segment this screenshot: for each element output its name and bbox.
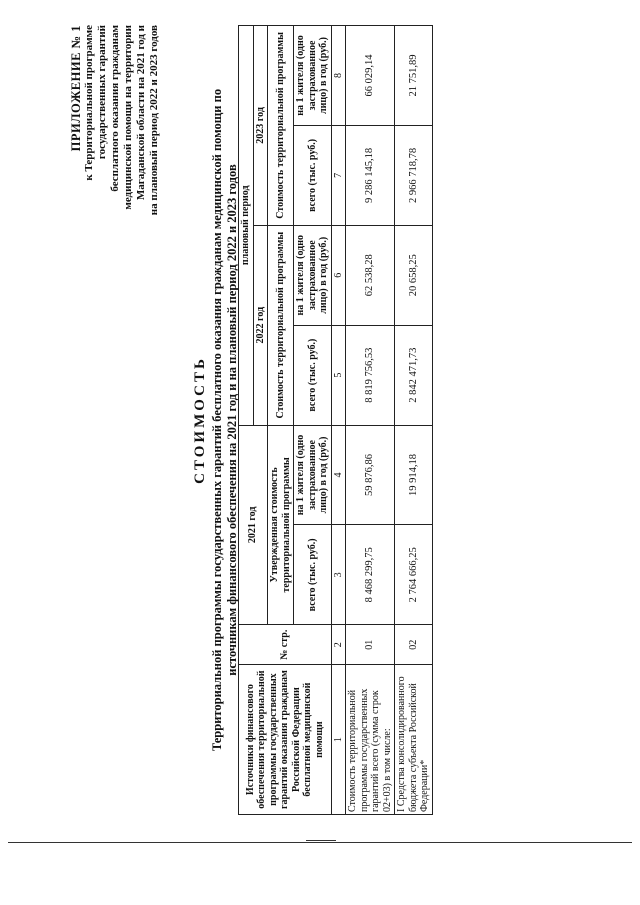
header-total-2022: всего (тыс. руб.) [294,325,332,425]
page-rule [8,842,632,843]
row-label: I Средства консолидированного бюджета субъекта Российской Федерации* [395,665,433,815]
header-per-resident-2023: на 1 жителя (одно застрахованное лицо) в год (руб.) [294,26,332,126]
header-year-2023: 2023 год [253,26,268,226]
title-subtitle: Территориальной программы государственных гарантий бесплатного оказания гражданам медицинской помощи по источникам финансового обеспечения на 2021 год и на плановый период 2022 и 2023 годов [210,88,239,752]
column-number: 2 [331,625,346,665]
cell-value: 19 914,18 [395,425,433,525]
document-title [190,25,240,815]
header-total-2021: всего (тыс. руб.) [294,525,332,625]
cell-value: 2 764 666,25 [395,525,433,625]
header-program-cost-2022: Стоимость территориальной программы [268,225,294,425]
cell-value: 66 029,14 [346,26,395,126]
row-label: Стоимость территориальной программы государственных гарантий всего (сумма строк 02+03) в том числе: [346,665,395,815]
appendix-line: Магаданской области на 2021 год и [135,25,147,201]
appendix-heading: ПРИЛОЖЕНИЕ № 1 [69,25,83,152]
cell-value: 8 468 299,75 [346,525,395,625]
column-number: 5 [331,325,346,425]
cell-value: 2 842 471,73 [395,325,433,425]
row-number: 01 [346,625,395,665]
cell-value: 2 966 718,78 [395,126,433,226]
header-per-resident-2021: на 1 жителя (одно застрахованное лицо) в год (руб.) [294,425,332,525]
appendix-line: государственных гарантий [96,25,108,160]
title-main: СТОИМОСТЬ [192,356,208,484]
header-row-number: № стр. [239,625,332,665]
appendix-block [70,25,161,325]
appendix-line: на плановый период 2022 и 2023 годов [148,25,160,216]
column-number: 3 [331,525,346,625]
cell-value: 21 751,89 [395,26,433,126]
column-number: 1 [331,665,346,815]
header-total-2023: всего (тыс. руб.) [294,126,332,226]
header-year-2021: 2021 год [239,425,268,625]
page-rule-short [306,840,336,841]
cell-value: 9 286 145,18 [346,126,395,226]
column-number-row [331,26,346,815]
column-number: 6 [331,225,346,325]
column-number: 4 [331,425,346,525]
cell-value: 62 538,28 [346,225,395,325]
header-per-resident-2022: на 1 жителя (одно застрахованное лицо) в год (руб.) [294,225,332,325]
cell-value: 20 658,25 [395,225,433,325]
cell-value: 59 876,86 [346,425,395,525]
table-row [395,26,433,815]
cell-value: 8 819 756,53 [346,325,395,425]
column-number: 8 [331,26,346,126]
header-program-cost-2023: Стоимость территориальной программы [268,26,294,226]
header-approved-cost: Утвержденная стоимость территориальной программы [268,425,294,625]
row-number: 02 [395,625,433,665]
rotated-page-content [70,25,490,815]
header-source: Источники финансового обеспечения территориальной программы государственных гарантий оказания гражданам Российской Федерации бесплатной медицинской помощи [239,665,332,815]
cost-table [238,25,433,815]
table-row [346,26,395,815]
header-planned-period: плановый период [239,26,254,426]
header-year-2022: 2022 год [253,225,268,425]
appendix-line: медицинской помощи на территории [122,25,134,210]
appendix-line: бесплатного оказания гражданам [109,25,121,192]
appendix-line: к Территориальной программе [83,25,95,181]
column-number: 7 [331,126,346,226]
